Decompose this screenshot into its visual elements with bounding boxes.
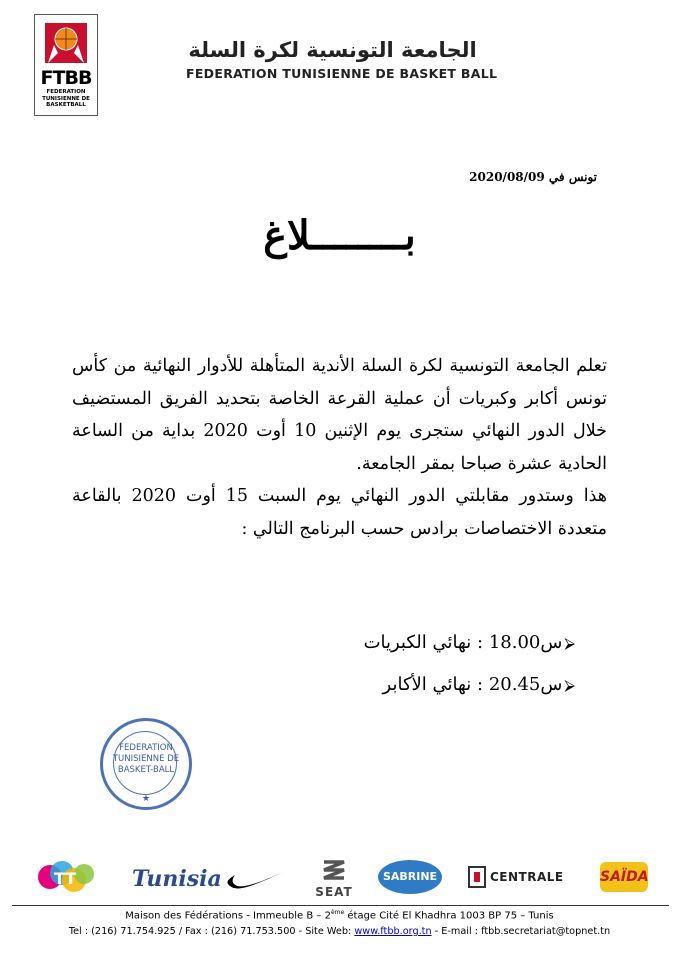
centrale-emblem-icon <box>468 866 486 888</box>
svg-text:TT: TT <box>54 869 77 888</box>
basketball-hands-icon <box>45 23 87 63</box>
arrow-bullet-icon: ⮚ <box>564 676 575 694</box>
federation-name-arabic: الجامعة التونسية لكرة السلة <box>188 38 477 62</box>
seat-s-icon <box>321 858 347 882</box>
footer-divider <box>12 905 669 906</box>
stamp-text: FEDERATION TUNISIENNE DE BASKET-BALL <box>112 743 180 775</box>
program-item-women-final <box>330 622 575 664</box>
program-item-men-final <box>330 664 575 706</box>
nike-swoosh-icon <box>226 868 288 890</box>
star-icon: ★ <box>141 794 151 804</box>
footer-address: Maison des Fédérations - Immeuble B – 2ème étage Cité El Khadhra 1003 BP 75 – Tunis <box>125 909 554 922</box>
document-title: بــــــــلاغ <box>263 212 416 259</box>
tunisia-logo: Tunisia <box>132 866 222 892</box>
program-item-text: س20.45 : نهائي الأكابر <box>382 674 563 695</box>
saida-logo: SAÏDA <box>600 862 648 892</box>
seat-logo: SEAT <box>306 858 362 899</box>
program-item-text: س18.00 : نهائي الكبريات <box>363 632 563 653</box>
logo-fullname: FEDERATION TUNISIENNE DE BASKETBALL <box>42 89 90 108</box>
website-link[interactable]: www.ftbb.org.tn <box>354 926 432 937</box>
announcement-body <box>72 350 607 545</box>
ftbb-logo <box>34 14 98 116</box>
sponsor-logos <box>34 852 654 902</box>
official-stamp <box>100 718 192 810</box>
logo-abbreviation: FTBB <box>40 67 92 89</box>
arrow-bullet-icon: ⮚ <box>564 634 575 652</box>
paragraph-finals: هذا وستدور مقابلتي الدور النهائي يوم السبت 15 أوت 2020 بالقاعة متعددة الاختصاصات برادس حسب البرنامج التالي : <box>72 486 608 539</box>
document-date: تونس في 2020/08/09 <box>469 170 597 184</box>
program-list <box>330 622 575 706</box>
paragraph-draw: تعلم الجامعة التونسية لكرة السلة الأندية المتأهلة للأدوار النهائية من كأس تونس أكابر وكبريات أن عملية القرعة الخاصة بتحديد الفريق المستضيف خلال الدور النهائي ستجرى يوم الإثنين 10 أوت 2020 بداية من الساعة الحادية عشرة صباحا بمقر الجامعة. <box>72 356 607 474</box>
federation-name-french: FEDERATION TUNISIENNE DE BASKET BALL <box>186 66 498 81</box>
sabrine-logo: SABRINE <box>378 860 442 894</box>
tunisie-telecom-logo-icon <box>36 856 98 898</box>
footer-contacts: Tel : (216) 71.754.925 / Fax : (216) 71.753.500 - Site Web: www.ftbb.org.tn - E-mail : ftbb.secretariat@topnet.tn <box>68 926 611 937</box>
universite-centrale-logo: CENTRALE <box>468 866 560 890</box>
